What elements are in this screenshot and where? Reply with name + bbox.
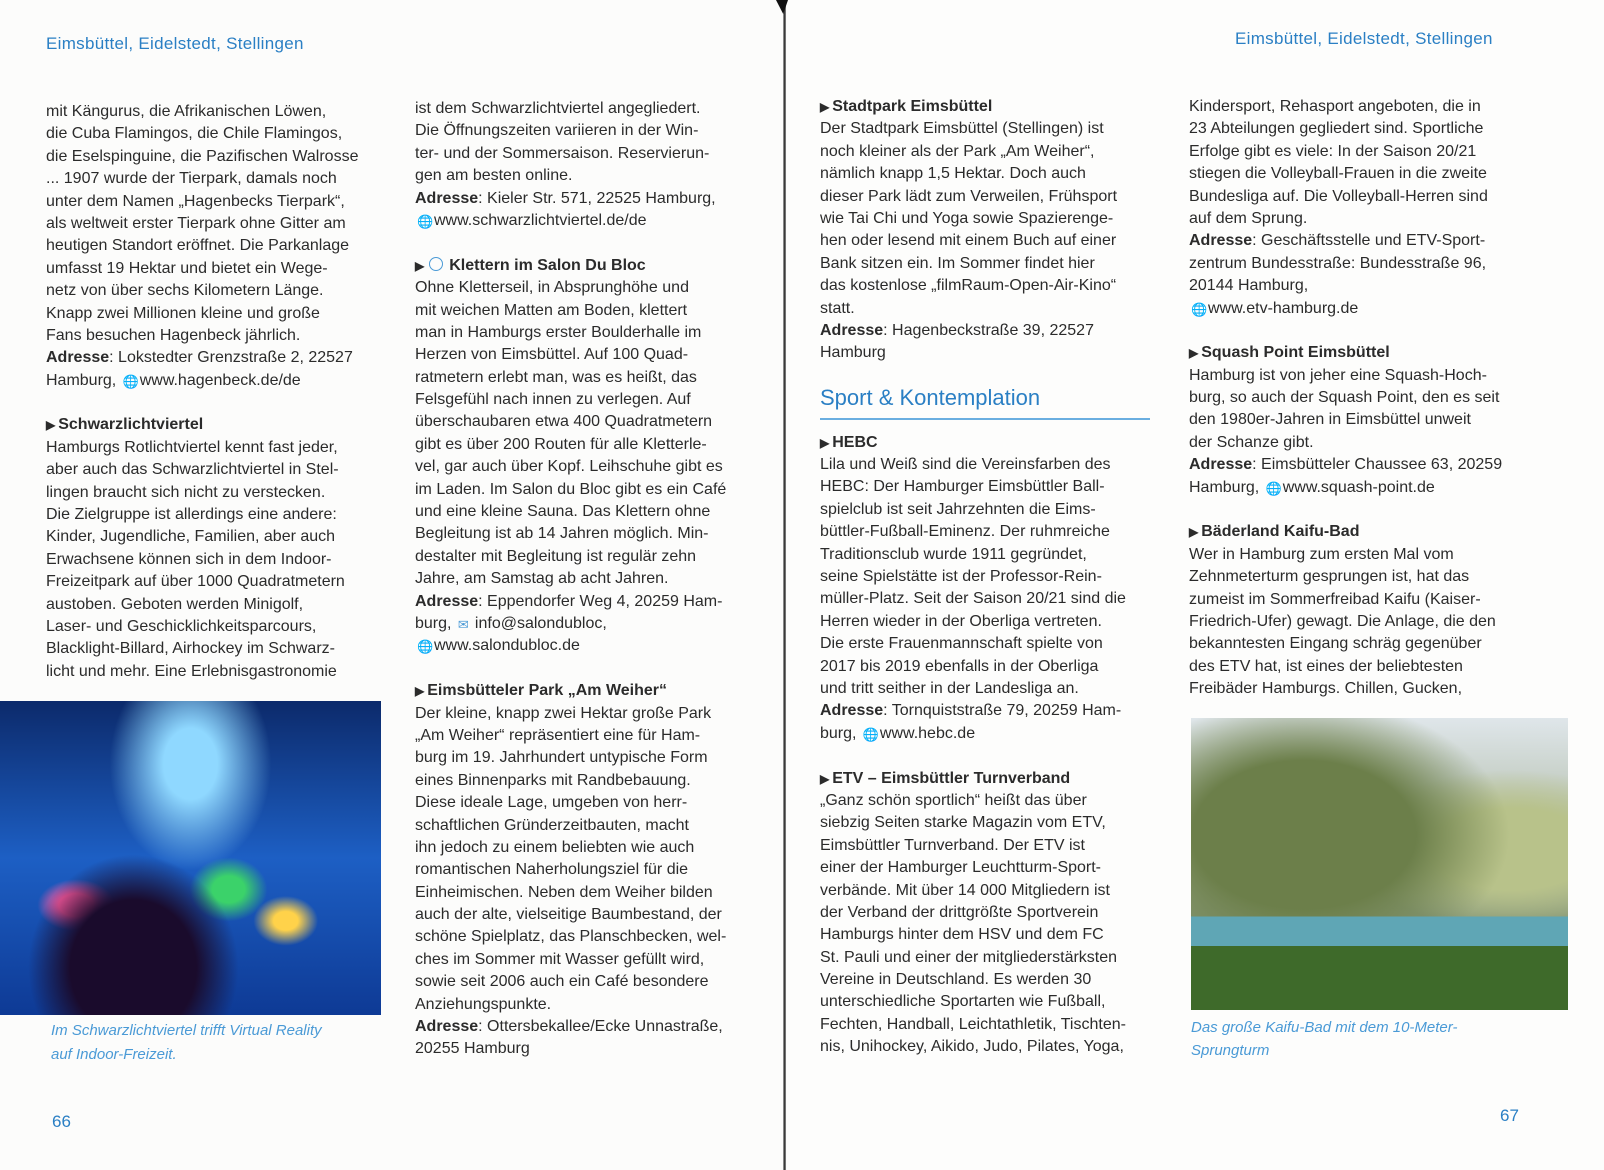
blank-line	[46, 392, 386, 414]
text-line: auch der alte, vielseitige Baumbestand, der	[415, 906, 722, 924]
text-line: der Verband der drittgrößte Sportverein	[820, 903, 1099, 921]
text-line: büttler-Fußball-Eminenz. Der ruhmreiche	[820, 523, 1110, 541]
photo-caption-right-2: Sprungturm	[1191, 1042, 1270, 1059]
text-line: das kostenlose „filmRaum-Open-Air-Kino“	[820, 277, 1117, 295]
text-line: dieser Park lädt zum Verweilen, Frühsport	[820, 187, 1118, 205]
text-line: gibt es über 200 Routen für alle Kletterle-	[415, 435, 707, 453]
address-label: Adresse	[1189, 456, 1253, 474]
photo-kaifu-bad	[1191, 718, 1568, 1010]
running-head-left: Eimsbüttel, Eidelstedt, Stellingen	[46, 34, 304, 53]
text-line: Freibäder Hamburgs. Chillen, Gucken,	[1189, 680, 1463, 698]
text-line: bekanntesten Eingang schräg gegenüber	[1189, 635, 1482, 653]
text-line: der Schanze gibt.	[1189, 433, 1314, 451]
blank-line	[1189, 499, 1529, 521]
entry-heading-text: Klettern im Salon Du Bloc	[449, 256, 646, 274]
blank-line	[415, 658, 755, 680]
entry-heading-text: HEBC	[832, 433, 878, 451]
text-line: Bundesliga auf. Die Volleyball-Herren sind	[1189, 187, 1488, 205]
address-label: Adresse	[415, 1018, 479, 1036]
text-line: Felsgefühl nach innen zu verlegen. Auf	[415, 391, 691, 409]
text-line: die Eselspinguine, die Pazifischen Walrosse	[46, 147, 359, 165]
text-line: siebzig Seiten starke Magazin vom ETV,	[820, 814, 1106, 832]
text-column-1	[46, 101, 386, 683]
text-line: mit Kängurus, die Afrikanischen Löwen,	[46, 103, 327, 120]
text-line: unterschiedliche Sportarten wie Fußball,	[820, 993, 1106, 1011]
address-text: burg,	[820, 724, 861, 742]
photo-schwarzlichtviertel	[0, 701, 381, 1015]
text-line: verbände. Mit über 14 000 Mitgliedern ist	[820, 881, 1110, 899]
text-line: Die erste Frauenmannschaft spielte von	[820, 635, 1103, 653]
globe-icon: 🌐	[417, 639, 434, 655]
text-line: nis, Unihockey, Aikido, Judo, Pilates, Yoga,	[820, 1038, 1124, 1056]
text-line: romantischen Naherholungsziel für die	[415, 861, 689, 879]
text-line: lingen braucht sich nicht zu verstecken.	[46, 483, 326, 501]
text-line: des ETV hat, ist eines der beliebtesten	[1189, 657, 1463, 675]
globe-icon: 🌐	[417, 213, 434, 229]
text-line: wie Tai Chi und Yoga sowie Spazierenge-	[820, 209, 1114, 227]
text-line: Hamburg	[820, 344, 886, 362]
text-line: ches im Sommer mit Wasser gefüllt wird,	[415, 950, 705, 968]
address-text: Hamburg,	[46, 371, 121, 389]
text-column-3	[820, 96, 1160, 1059]
text-line: Einheimischen. Neben dem Weiher bilden	[415, 883, 713, 901]
text-line: Friedrich-Ufer) gewagt. Die Anlage, die den	[1189, 612, 1496, 630]
address-line	[1189, 454, 1529, 476]
text-line: einer der Hamburger Leuchtturm-Sport-	[820, 859, 1102, 877]
address-line	[415, 1016, 755, 1038]
blank-line	[415, 232, 755, 254]
text-line: Eimsbüttler Turnverband. Der ETV ist	[820, 836, 1085, 854]
globe-icon: 🌐	[862, 726, 880, 742]
photo-caption-left-1: Im Schwarzlichtviertel trifft Virtual Reality	[51, 1022, 322, 1039]
link-text[interactable]: info@salondubloc,	[474, 614, 607, 632]
text-line: Laser- und Geschicklichkeitsparcours,	[46, 617, 317, 635]
text-column-4	[1189, 96, 1529, 701]
family-icon	[429, 257, 443, 271]
triangle-bullet-icon: ▶	[415, 258, 425, 273]
text-line: müller-Platz. Seit der Saison 20/21 sind die	[820, 590, 1126, 608]
address-line	[415, 188, 755, 210]
text-line: Jahre, am Samstag ab acht Jahren.	[415, 570, 669, 588]
link-text[interactable]: www.schwarzlichtviertel.de/de	[434, 211, 647, 229]
address-label: Adresse	[820, 321, 884, 339]
entry-heading-text: Bäderland Kaifu-Bad	[1201, 523, 1360, 541]
text-line: Lila und Weiß sind die Vereinsfarben des	[820, 456, 1111, 474]
text-line: Begleitung ist ab 14 Jahren möglich. Min-	[415, 525, 709, 543]
text-line: Ohne Kletterseil, in Absprunghöhe und	[415, 279, 689, 297]
address-text: : Eimsbütteler Chaussee 63, 20259	[1252, 456, 1503, 474]
entry-heading-text: Stadtpark Eimsbüttel	[832, 98, 993, 115]
text-line: burg, so auch der Squash Point, den es seit	[1189, 389, 1500, 407]
text-line: Blacklight-Billard, Airhockey im Schwarz-	[46, 640, 335, 658]
address-label: Adresse	[820, 702, 884, 720]
text-line: Der Stadtpark Eimsbüttel (Stellingen) ist	[820, 120, 1104, 138]
text-line: vel, gar auch über Kopf. Leihschuhe gibt es	[415, 458, 723, 476]
running-head-right: Eimsbüttel, Eidelstedt, Stellingen	[1235, 29, 1493, 48]
text-line: Kindersport, Rehasport angeboten, die in	[1189, 98, 1481, 115]
address-text: : Geschäftsstelle und ETV-Sport-	[1252, 232, 1486, 250]
text-line: Herzen von Eimsbüttel. Auf 100 Quad-	[415, 346, 689, 364]
entry-heading	[415, 255, 755, 277]
text-line: St. Pauli und einer der mitgliederstärksten	[820, 948, 1118, 966]
text-line: Die Öffnungszeiten variieren in der Win-	[415, 122, 699, 140]
text-line: Erfolge gibt es viele: In der Saison 20/21	[1189, 142, 1477, 160]
text-line: Hamburgs hinter dem HSV und dem FC	[820, 926, 1104, 944]
text-line: gen am besten online.	[415, 167, 573, 185]
text-line: hen oder lesend mit einem Buch auf einer	[820, 232, 1117, 250]
triangle-bullet-icon: ▶	[1189, 346, 1199, 361]
text-line: im Laden. Im Salon du Bloc gibt es ein Café	[415, 480, 727, 498]
photo-caption-right-1: Das große Kaifu-Bad mit dem 10-Meter-	[1191, 1019, 1458, 1036]
text-line: zentrum Bundesstraße: Bundesstraße 96,	[1189, 254, 1487, 272]
text-line: Traditionsclub wurde 1911 gegründet,	[820, 545, 1087, 563]
text-line: den 1980er-Jahren in Eimsbüttel unweit	[1189, 411, 1471, 429]
text-line: ist dem Schwarzlichtviertel angegliedert.	[415, 100, 701, 117]
page-number-left: 66	[52, 1112, 71, 1131]
text-line: Erwachsene können sich in dem Indoor-	[46, 550, 332, 568]
globe-icon: 🌐	[1191, 301, 1208, 317]
text-line: man in Hamburgs erster Boulderhalle im	[415, 323, 702, 341]
entry-heading	[820, 768, 1160, 790]
entry-heading-text: Schwarzlichtviertel	[58, 416, 204, 434]
text-line: Der kleine, knapp zwei Hektar große Park	[415, 704, 712, 722]
text-line: spielclub ist seit Jahrzehnten die Eims-	[820, 500, 1096, 518]
triangle-bullet-icon: ▶	[820, 435, 830, 450]
address-line	[415, 613, 755, 635]
address-text: : Ottersbekallee/Ecke Unnastraße,	[478, 1018, 723, 1036]
text-line: nämlich knapp 1,5 Hektar. Doch auch	[820, 165, 1086, 183]
text-line: netz von über sechs Kilometern Länge.	[46, 282, 324, 300]
text-line: auf dem Sprung.	[1189, 209, 1308, 227]
address-text: : Lokstedter Grenzstraße 2, 22527	[109, 349, 353, 367]
text-line: Diese ideale Lage, umgeben von herr-	[415, 794, 688, 812]
globe-icon: 🌐	[122, 373, 139, 389]
address-label: Adresse	[1189, 232, 1253, 250]
text-line: Die Zielgruppe ist allerdings eine andere:	[46, 506, 337, 524]
entry-heading-text: ETV – Eimsbüttler Turnverband	[832, 769, 1071, 787]
text-line: Hamburg ist von jeher eine Squash-Hoch-	[1189, 366, 1487, 384]
text-line: noch kleiner als der Park „Am Weiher“,	[820, 142, 1095, 160]
text-line: stiegen die Volleyball-Frauen in die zweite	[1189, 165, 1487, 183]
address-label: Adresse	[46, 349, 110, 367]
address-line	[46, 370, 386, 392]
text-line: Fans besuchen Hagenbeck jährlich.	[46, 326, 301, 344]
text-line: „Am Weiher“ repräsentiert eine für Ham-	[415, 726, 701, 744]
text-line: überschaubaren etwa 400 Quadratmetern	[415, 413, 713, 431]
text-column-2	[415, 98, 755, 1061]
text-line: ratmetern erlebt man, was es heißt, das	[415, 368, 697, 386]
text-line: zumeist im Sommerfreibad Kaifu (Kaiser-	[1189, 590, 1481, 608]
entry-heading	[1189, 342, 1529, 364]
address-line	[1189, 477, 1529, 499]
blank-line	[820, 745, 1160, 767]
text-line: sowie seit 2006 auch ein Café besondere	[415, 973, 709, 991]
globe-icon: 🌐	[1265, 480, 1282, 496]
section-heading-text: Sport & Kontemplation	[820, 384, 1041, 410]
address-line	[820, 320, 1160, 342]
text-line: statt.	[820, 299, 855, 317]
text-line: 2017 bis 2019 ebenfalls in der Oberliga	[820, 657, 1099, 675]
address-line	[415, 210, 755, 232]
text-line: als weltweit erster Tierpark ohne Gitter am	[46, 214, 346, 232]
entry-heading	[820, 96, 1160, 118]
address-line	[415, 635, 755, 657]
address-text: : Tornquiststraße 79, 20259 Ham-	[883, 702, 1122, 720]
text-line: Freizeitpark auf über 1000 Quadratmetern	[46, 573, 345, 591]
link-text[interactable]: www.hagenbeck.de/de	[139, 371, 301, 389]
blank-line	[1189, 320, 1529, 342]
entry-heading	[1189, 521, 1529, 543]
book-spine	[783, 0, 786, 1170]
address-label: Adresse	[415, 592, 479, 610]
page-number-right: 67	[1500, 1106, 1519, 1125]
text-line: Fechten, Handball, Leichtathletik, Tischten-	[820, 1015, 1126, 1033]
text-line: Kinder, Jugendliche, Familien, aber auch	[46, 528, 336, 546]
entry-heading	[415, 680, 755, 702]
triangle-bullet-icon: ▶	[820, 100, 830, 114]
text-line: und eine kleine Sauna. Das Klettern ohne	[415, 503, 711, 521]
triangle-bullet-icon: ▶	[820, 771, 830, 786]
entry-heading	[46, 414, 386, 436]
text-line: und tritt seither in der Landesliga an.	[820, 679, 1079, 697]
address-text: : Eppendorfer Weg 4, 20259 Ham-	[478, 592, 723, 610]
text-line: Vereine in Deutschland. Es werden 30	[820, 971, 1092, 989]
text-line: ter- und der Sommersaison. Reservierun-	[415, 144, 710, 162]
text-line: ... 1907 wurde der Tierpark, damals noch	[46, 170, 337, 188]
address-line	[415, 591, 755, 613]
text-line: 20255 Hamburg	[415, 1040, 530, 1058]
photo-caption-left-2: auf Indoor-Freizeit.	[51, 1046, 177, 1063]
text-line: mit weichen Matten am Boden, klettert	[415, 301, 688, 319]
text-line: Hamburgs Rotlichtviertel kennt fast jeder,	[46, 438, 338, 456]
text-line: schaftlichen Gründerzeitbauten, macht	[415, 816, 689, 834]
entry-heading-text: Squash Point Eimsbüttel	[1201, 344, 1390, 362]
entry-heading	[820, 432, 1160, 454]
link-text[interactable]: www.etv-hamburg.de	[1208, 299, 1359, 317]
mail-icon: ✉	[457, 616, 469, 632]
address-text: : Hagenbeckstraße 39, 22527	[883, 321, 1094, 339]
triangle-bullet-icon: ▶	[46, 418, 56, 433]
text-line: eines Binnenparks mit Randbebauung.	[415, 771, 691, 789]
section-rule	[820, 418, 1150, 420]
text-line: schöne Spielplatz, das Planschbecken, wel-	[415, 928, 727, 946]
address-text: : Kieler Str. 571, 22525 Hamburg,	[478, 189, 716, 207]
text-line: Bank sitzen ein. Im Sommer findet hier	[820, 254, 1095, 272]
text-line: HEBC: Der Hamburger Eimsbüttler Ball-	[820, 478, 1105, 496]
link-text[interactable]: www.salondubloc.de	[434, 637, 580, 655]
address-text: burg,	[415, 614, 456, 632]
text-line: Herren wieder in der Oberliga vertreten.	[820, 612, 1102, 630]
address-line	[1189, 230, 1529, 252]
text-line: heutigen Standort eröffnet. Die Parkanlage	[46, 237, 350, 255]
text-line: Zehnmeterturm gesprungen ist, hat das	[1189, 568, 1470, 586]
triangle-bullet-icon: ▶	[1189, 525, 1199, 540]
text-line: ihn jedoch zu einem beliebten wie auch	[415, 838, 695, 856]
link-text[interactable]: www.squash-point.de	[1282, 478, 1435, 496]
text-line: Knapp zwei Millionen kleine und große	[46, 304, 320, 322]
text-line: Wer in Hamburg zum ersten Mal vom	[1189, 545, 1454, 563]
text-line: „Ganz schön sportlich“ heißt das über	[820, 791, 1087, 809]
section-heading	[820, 365, 1160, 432]
text-line: burg im 19. Jahrhundert untypische Form	[415, 749, 708, 767]
address-text: Hamburg,	[1189, 478, 1264, 496]
text-line: seine Spielstätte ist der Professor-Rein-	[820, 568, 1102, 586]
text-line: Anziehungspunkte.	[415, 995, 552, 1013]
text-line: licht und mehr. Eine Erlebnisgastronomie	[46, 662, 337, 680]
address-line	[46, 347, 386, 369]
entry-heading-text: Eimsbütteler Park „Am Weiher“	[427, 682, 668, 700]
text-line: destalter mit Begleitung ist regulär zehn	[415, 547, 697, 565]
text-line: umfasst 19 Hektar und bietet ein Wege-	[46, 259, 328, 277]
triangle-bullet-icon: ▶	[415, 684, 425, 699]
link-text[interactable]: www.hebc.de	[879, 724, 976, 742]
text-line: 23 Abteilungen gegliedert sind. Sportliche	[1189, 120, 1484, 138]
text-line: unter dem Namen „Hagenbecks Tierpark“,	[46, 192, 345, 210]
address-line	[820, 700, 1160, 722]
text-line: aber auch das Schwarzlichtviertel in Stel-	[46, 461, 339, 479]
address-line	[820, 723, 1160, 745]
address-line	[1189, 298, 1529, 320]
address-label: Adresse	[415, 189, 479, 207]
text-line: 20144 Hamburg,	[1189, 277, 1309, 295]
text-line: die Cuba Flamingos, die Chile Flamingos,	[46, 125, 343, 143]
text-line: austoben. Geboten werden Minigolf,	[46, 595, 304, 613]
